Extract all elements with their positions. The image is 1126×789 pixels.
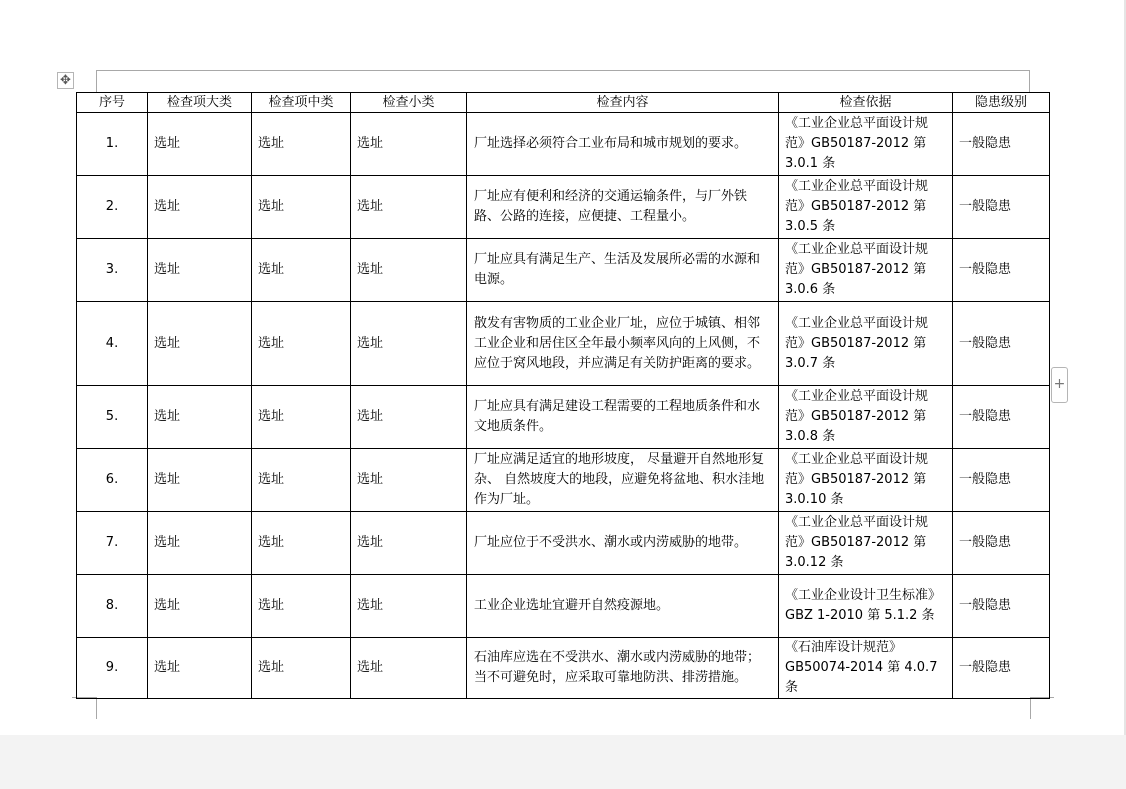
header-boundary xyxy=(96,70,1030,71)
add-column-icon[interactable]: + xyxy=(1051,367,1068,403)
cell-content[interactable]: 厂址应满足适宜的地形坡度， 尽量避开自然地形复杂、 自然坡度大的地段，应避免将盆地、积水洼地作为厂址。 xyxy=(467,449,779,512)
inspection-table xyxy=(76,92,1050,699)
cell-basis[interactable]: 《工业企业总平面设计规范》GB50187-2012 第 3.0.8 条 xyxy=(779,386,953,449)
cell-middle[interactable]: 选址 xyxy=(252,638,351,699)
table-row xyxy=(77,575,1050,638)
cell-content[interactable]: 厂址应具有满足生产、生活及发展所必需的水源和电源。 xyxy=(467,239,779,302)
cell-level[interactable]: 一般隐患 xyxy=(953,113,1050,176)
header-hazard-level: 隐患级别 xyxy=(953,93,1050,113)
cell-level[interactable]: 一般隐患 xyxy=(953,512,1050,575)
cell-middle[interactable]: 选址 xyxy=(252,113,351,176)
cell-level[interactable]: 一般隐患 xyxy=(953,239,1050,302)
table-header-row xyxy=(77,93,1050,113)
cell-content[interactable]: 石油库应选在不受洪水、潮水或内涝威胁的地带；当不可避免时，应采取可靠地防洪、排涝措施。 xyxy=(467,638,779,699)
header-major-category: 检查项大类 xyxy=(148,93,252,113)
crop-mark xyxy=(96,697,97,719)
cell-content[interactable]: 厂址应位于不受洪水、潮水或内涝威胁的地带。 xyxy=(467,512,779,575)
cell-basis[interactable]: 《石油库设计规范》 GB50074-2014 第 4.0.7 条 xyxy=(779,638,953,699)
cell-minor[interactable]: 选址 xyxy=(351,302,467,386)
cell-minor[interactable]: 选址 xyxy=(351,176,467,239)
cell-middle[interactable]: 选址 xyxy=(252,176,351,239)
cell-level[interactable]: 一般隐患 xyxy=(953,449,1050,512)
cell-no[interactable]: 3. xyxy=(77,239,148,302)
header-no: 序号 xyxy=(77,93,148,113)
cell-middle[interactable]: 选址 xyxy=(252,512,351,575)
crop-mark xyxy=(1030,697,1031,719)
table-row xyxy=(77,113,1050,176)
cell-content[interactable]: 厂址应具有满足建设工程需要的工程地质条件和水文地质条件。 xyxy=(467,386,779,449)
cell-middle[interactable]: 选址 xyxy=(252,449,351,512)
cell-level[interactable]: 一般隐患 xyxy=(953,638,1050,699)
cell-minor[interactable]: 选址 xyxy=(351,512,467,575)
cell-basis[interactable]: 《工业企业总平面设计规范》GB50187-2012 第 3.0.5 条 xyxy=(779,176,953,239)
table-row xyxy=(77,239,1050,302)
header-middle-category: 检查项中类 xyxy=(252,93,351,113)
cell-content[interactable]: 厂址应有便利和经济的交通运输条件，与厂外铁路、公路的连接，应便捷、工程量小。 xyxy=(467,176,779,239)
cell-minor[interactable]: 选址 xyxy=(351,113,467,176)
cell-level[interactable]: 一般隐患 xyxy=(953,302,1050,386)
header-boundary-left xyxy=(96,70,97,92)
cell-middle[interactable]: 选址 xyxy=(252,386,351,449)
cell-major[interactable]: 选址 xyxy=(148,302,252,386)
cell-middle[interactable]: 选址 xyxy=(252,575,351,638)
cell-basis[interactable]: 《工业企业总平面设计规范》GB50187-2012 第 3.0.12 条 xyxy=(779,512,953,575)
cell-no[interactable]: 1. xyxy=(77,113,148,176)
table-row xyxy=(77,302,1050,386)
cell-major[interactable]: 选址 xyxy=(148,113,252,176)
cell-level[interactable]: 一般隐患 xyxy=(953,176,1050,239)
table-row xyxy=(77,449,1050,512)
cell-no[interactable]: 9. xyxy=(77,638,148,699)
table-row xyxy=(77,512,1050,575)
cell-major[interactable]: 选址 xyxy=(148,239,252,302)
cell-content[interactable]: 工业企业选址宜避开自然疫源地。 xyxy=(467,575,779,638)
header-minor-category: 检查小类 xyxy=(351,93,467,113)
cell-basis[interactable]: 《工业企业总平面设计规范》GB50187-2012 第 3.0.6 条 xyxy=(779,239,953,302)
cell-major[interactable]: 选址 xyxy=(148,575,252,638)
cell-no[interactable]: 2. xyxy=(77,176,148,239)
cell-no[interactable]: 4. xyxy=(77,302,148,386)
cell-minor[interactable]: 选址 xyxy=(351,638,467,699)
cell-major[interactable]: 选址 xyxy=(148,638,252,699)
cell-middle[interactable]: 选址 xyxy=(252,302,351,386)
cell-level[interactable]: 一般隐患 xyxy=(953,575,1050,638)
cell-middle[interactable]: 选址 xyxy=(252,239,351,302)
cell-major[interactable]: 选址 xyxy=(148,386,252,449)
cell-level[interactable]: 一般隐患 xyxy=(953,386,1050,449)
page-gap xyxy=(0,735,1126,789)
table-move-handle-icon[interactable]: ✥ xyxy=(57,72,74,89)
cell-minor[interactable]: 选址 xyxy=(351,386,467,449)
table-row xyxy=(77,638,1050,699)
cell-no[interactable]: 8. xyxy=(77,575,148,638)
cell-major[interactable]: 选址 xyxy=(148,176,252,239)
cell-content[interactable]: 散发有害物质的工业企业厂址，应位于城镇、相邻工业企业和居住区全年最小频率风向的上风侧，不应位于窝风地段，并应满足有关防护距离的要求。 xyxy=(467,302,779,386)
header-content: 检查内容 xyxy=(467,93,779,113)
cell-no[interactable]: 7. xyxy=(77,512,148,575)
table-row xyxy=(77,386,1050,449)
cell-no[interactable]: 5. xyxy=(77,386,148,449)
cell-content[interactable]: 厂址选择必须符合工业布局和城市规划的要求。 xyxy=(467,113,779,176)
cell-major[interactable]: 选址 xyxy=(148,512,252,575)
cell-major[interactable]: 选址 xyxy=(148,449,252,512)
cell-minor[interactable]: 选址 xyxy=(351,449,467,512)
header-boundary-right xyxy=(1029,70,1030,92)
cell-basis[interactable]: 《工业企业总平面设计规范》GB50187-2012 第 3.0.1 条 xyxy=(779,113,953,176)
table-row xyxy=(77,176,1050,239)
cell-minor[interactable]: 选址 xyxy=(351,239,467,302)
cell-basis[interactable]: 《工业企业总平面设计规范》GB50187-2012 第 3.0.7 条 xyxy=(779,302,953,386)
cell-no[interactable]: 6. xyxy=(77,449,148,512)
header-basis: 检查依据 xyxy=(779,93,953,113)
cell-basis[interactable]: 《工业企业设计卫生标准》 GBZ 1-2010 第 5.1.2 条 xyxy=(779,575,953,638)
cell-minor[interactable]: 选址 xyxy=(351,575,467,638)
cell-basis[interactable]: 《工业企业总平面设计规范》GB50187-2012 第 3.0.10 条 xyxy=(779,449,953,512)
